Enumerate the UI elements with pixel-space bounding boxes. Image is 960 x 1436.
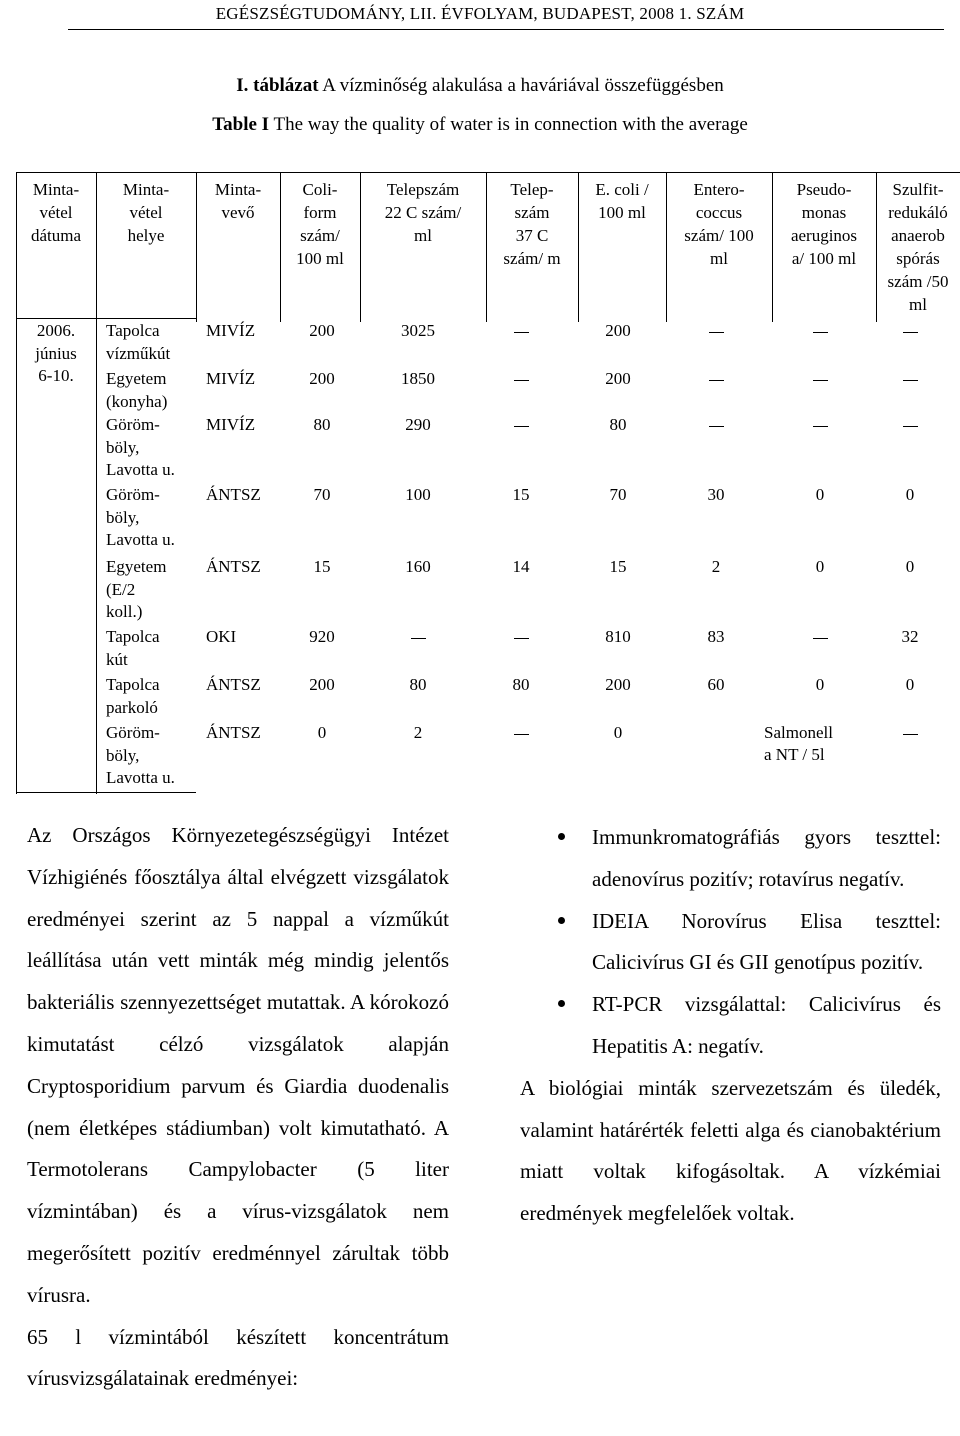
table-cell-value: 0 bbox=[815, 557, 825, 576]
table-cell-value: 60 bbox=[707, 675, 725, 694]
dash-mark bbox=[709, 426, 724, 427]
table-cell-value: 160 bbox=[405, 557, 431, 576]
header-rule bbox=[68, 29, 944, 30]
dash-mark bbox=[813, 638, 828, 639]
table-cell-value: 30 bbox=[707, 485, 725, 504]
table-cell-value: 1850 bbox=[401, 369, 435, 388]
sampler: MIVÍZ bbox=[206, 369, 256, 388]
dash-mark bbox=[813, 332, 828, 333]
table-cell-dash bbox=[704, 320, 728, 342]
table-cell-dash bbox=[898, 414, 922, 436]
running-header: EGÉSZSÉGTUDOMÁNY, LII. ÉVFOLYAM, BUDAPEST, 2008 1. SZÁM bbox=[215, 4, 745, 23]
table-cell-value: 15 bbox=[512, 485, 530, 504]
table-cell-value: 200 bbox=[605, 369, 631, 388]
table-cell-value: 100 bbox=[405, 485, 431, 504]
table-cell-value: 3025 bbox=[401, 321, 435, 340]
table-cell-dash bbox=[704, 368, 728, 390]
table-column-header: Pseudo- monas aeruginos a/ 100 ml bbox=[790, 180, 858, 268]
table-column-header: Telep- szám 37 C szám/ m bbox=[503, 180, 561, 268]
table-cell-dash bbox=[808, 626, 832, 648]
table-cell-value: 200 bbox=[309, 675, 335, 694]
table-cell-value: 80 bbox=[313, 415, 331, 434]
right-paragraph: A biológiai minták szervezetszám és üledék, valamint határérték feletti alga és cianobaktérium miatt voltak kifogásoltak. A vízkémiai eredmények megfelelőek voltak. bbox=[520, 1075, 941, 1226]
table-vline bbox=[16, 172, 17, 794]
bullet-dot-icon bbox=[558, 1000, 565, 1007]
table-cell-value: 0 bbox=[905, 675, 915, 694]
dash-mark bbox=[514, 380, 529, 381]
table-cell-value: 0 bbox=[815, 485, 825, 504]
left-paragraph-1: Az Országos Környezetegészségügyi Intézet Vízhigiénés főosztálya által elvégzett vizsgálatok eredményei szerint az 5 nappal a vízműkút leállítása után vett minták még mindig jelentős bakteriális szennyezettséget mutattak. A kórokozó kimutatást célzó vizsgálatok alapján Cryptosporidium parvum és Giardia duodenalis (nem életképes stádiumban) volt kimutatható. A Termotolerans Campylobacter (5 liter vízmintában) és a vírus-vizsgálatok nem megerősített pozitív eredménnyel zárultak több vírusra. bbox=[27, 823, 449, 1307]
right-text-column bbox=[520, 817, 941, 1235]
bullet-text: IDEIA Norovírus Elisa teszttel: Calicivírus GI és GII genotípus pozitív. bbox=[592, 908, 941, 975]
table-cell-value: 15 bbox=[609, 557, 627, 576]
sampling-place: Tapolca vízműkút bbox=[106, 321, 171, 363]
dash-mark bbox=[514, 426, 529, 427]
caption-hu-text: A vízminőség alakulása a haváriával összefüggésben bbox=[318, 75, 724, 96]
table-cell-value: 290 bbox=[405, 415, 431, 434]
table-cell-value: 80 bbox=[609, 415, 627, 434]
table-cell-dash bbox=[406, 626, 430, 648]
water-quality-table bbox=[16, 172, 960, 794]
table-cell-value: 0 bbox=[905, 557, 915, 576]
dash-mark bbox=[411, 638, 426, 639]
table-cell-value: 15 bbox=[313, 557, 331, 576]
table-cell-value: 80 bbox=[512, 675, 530, 694]
table-column-header: Szulfit- redukáló anaerob spórás szám /50 ml bbox=[887, 180, 949, 314]
table-cell-dash bbox=[808, 320, 832, 342]
table-cell-value: 200 bbox=[309, 369, 335, 388]
dash-mark bbox=[709, 380, 724, 381]
table-vline bbox=[96, 172, 97, 794]
table-cell-dash bbox=[509, 626, 533, 648]
sampler: ÁNTSZ bbox=[206, 723, 261, 742]
table-cell-value: 0 bbox=[317, 723, 327, 742]
table-cell-value: 200 bbox=[605, 675, 631, 694]
dash-mark bbox=[709, 332, 724, 333]
bullet-text: RT-PCR vizsgálattal: Calicivírus és Hepatitis A: negatív. bbox=[592, 992, 941, 1058]
table-cell-value: 70 bbox=[609, 485, 627, 504]
left-paragraph-2: 65 l vízmintából készített koncentrátum vírusvizsgálatainak eredményei: bbox=[27, 1324, 449, 1391]
table-cell-value: 920 bbox=[309, 627, 335, 646]
dash-mark bbox=[514, 638, 529, 639]
table-header-rule bbox=[16, 318, 196, 319]
sampling-place: Göröm- böly, Lavotta u. bbox=[106, 485, 175, 549]
sampler: MIVÍZ bbox=[206, 415, 256, 434]
sampling-place: Egyetem (konyha) bbox=[106, 369, 168, 411]
sampling-place: Egyetem (E/2 koll.) bbox=[106, 557, 167, 621]
table-cell-dash bbox=[509, 368, 533, 390]
sampling-place: Tapolca parkoló bbox=[106, 675, 160, 717]
table-cell-value: 810 bbox=[605, 627, 631, 646]
table-caption-en bbox=[0, 114, 960, 136]
table-cell-dash bbox=[898, 722, 922, 744]
table-cell-value: 0 bbox=[613, 723, 623, 742]
bullet-item bbox=[520, 817, 941, 901]
dash-mark bbox=[514, 734, 529, 735]
left-text-column bbox=[27, 815, 449, 1400]
table-cell-dash bbox=[808, 368, 832, 390]
dash-mark bbox=[813, 426, 828, 427]
table-cell-dash bbox=[808, 414, 832, 436]
dash-mark bbox=[903, 332, 918, 333]
table-caption-hu bbox=[0, 75, 960, 97]
table-column-header: Minta- vétel helye bbox=[122, 180, 170, 245]
table-column-header: Entero- coccus szám/ 100 ml bbox=[684, 180, 754, 268]
table-cell-dash bbox=[898, 320, 922, 342]
caption-hu-label: I. táblázat bbox=[236, 75, 319, 96]
table-cell-dash bbox=[509, 320, 533, 342]
bullet-text: Immunkromatográfiás gyors teszttel: adenovírus pozitív; rotavírus negatív. bbox=[592, 825, 941, 891]
table-cell-dash bbox=[898, 368, 922, 390]
table-column-header: Minta- vevő bbox=[214, 180, 262, 222]
dash-mark bbox=[903, 734, 918, 735]
bullet-dot-icon bbox=[558, 917, 565, 924]
sampling-date: 2006. június 6-10. bbox=[35, 321, 77, 385]
table-cell-dash bbox=[704, 414, 728, 436]
bullet-item bbox=[520, 901, 941, 985]
bullet-dot-icon bbox=[558, 833, 565, 840]
caption-en-text: The way the quality of water is in connection with the average bbox=[269, 114, 748, 135]
caption-en-label: Table I bbox=[212, 114, 270, 135]
dash-mark bbox=[514, 332, 529, 333]
sampling-place: Göröm- böly, Lavotta u. bbox=[106, 415, 175, 479]
sampler: ÁNTSZ bbox=[206, 557, 261, 576]
dash-mark bbox=[813, 380, 828, 381]
table-column-header: Minta- vétel dátuma bbox=[30, 180, 82, 245]
table-cell-value: 70 bbox=[313, 485, 331, 504]
table-cell-dash bbox=[509, 722, 533, 744]
table-column-header: Coli- form szám/ 100 ml bbox=[296, 180, 344, 268]
table-cell-value: 32 bbox=[901, 627, 919, 646]
table-cell-value: 0 bbox=[815, 675, 825, 694]
sampler: OKI bbox=[206, 627, 237, 646]
table-cell-value: 83 bbox=[707, 627, 725, 646]
table-cell-value: 80 bbox=[409, 675, 427, 694]
table-cell-value: 0 bbox=[905, 485, 915, 504]
table-column-header: E. coli / 100 ml bbox=[595, 180, 649, 222]
dash-mark bbox=[903, 426, 918, 427]
table-cell-value: 14 bbox=[512, 557, 530, 576]
table-column-header: Telepszám 22 C szám/ ml bbox=[384, 180, 462, 245]
table-cell-value: 200 bbox=[309, 321, 335, 340]
sampler: ÁNTSZ bbox=[206, 485, 261, 504]
table-top-rule bbox=[16, 172, 960, 173]
sampling-place: Göröm- böly, Lavotta u. bbox=[106, 723, 175, 787]
table-cell-note: Salmonell a NT / 5l bbox=[764, 723, 833, 764]
table-cell-value: 2 bbox=[413, 723, 423, 742]
sampler: ÁNTSZ bbox=[206, 675, 261, 694]
sampler: MIVÍZ bbox=[206, 321, 256, 340]
dash-mark bbox=[903, 380, 918, 381]
table-cell-value: 2 bbox=[711, 557, 721, 576]
sampling-place: Tapolca kút bbox=[106, 627, 160, 669]
bullet-item bbox=[520, 984, 941, 1068]
table-bottom-rule bbox=[16, 792, 196, 793]
table-cell-dash bbox=[509, 414, 533, 436]
table-cell-value: 200 bbox=[605, 321, 631, 340]
